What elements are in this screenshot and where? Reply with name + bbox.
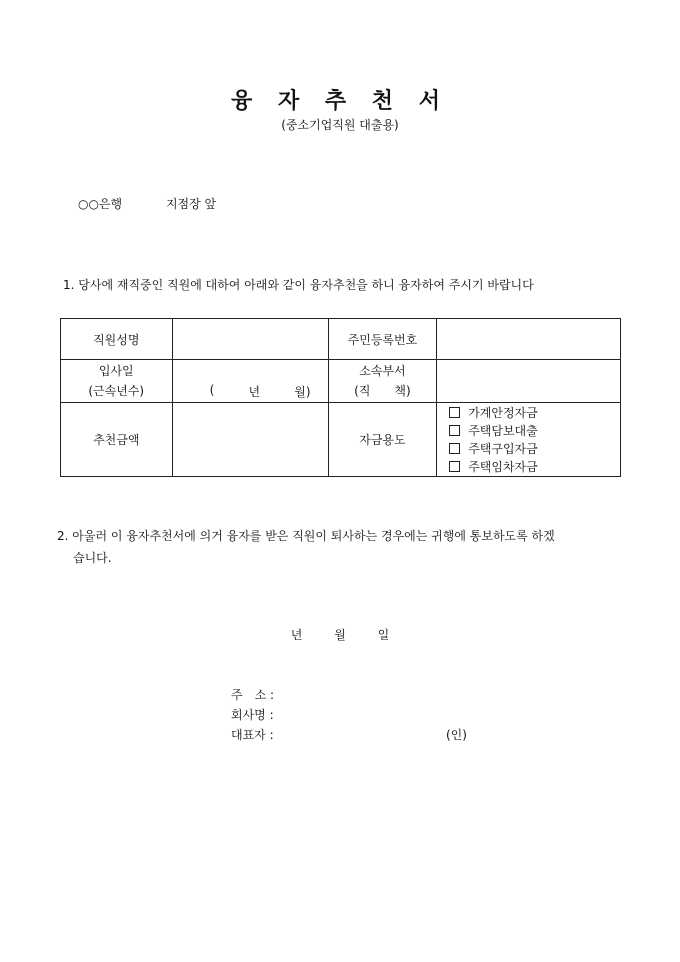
table-row (61, 360, 621, 403)
recommended-amount-field[interactable] (172, 403, 328, 477)
period-year: 년 (248, 384, 261, 399)
department-label-line2: (직 책) (354, 384, 411, 398)
period-open: ( (209, 382, 215, 397)
document-title: 융 자 추 천 서 (231, 88, 449, 114)
option-label: 주택임차자금 (468, 459, 538, 474)
option-home-lease[interactable] (449, 458, 620, 476)
checkbox[interactable] (449, 461, 460, 472)
branch-manager: 지점장 앞 (165, 197, 217, 211)
department-label (328, 360, 437, 403)
address-label: 주 소 : (231, 688, 275, 702)
option-home-purchase[interactable] (449, 440, 620, 458)
tenure-period (173, 383, 328, 400)
paragraph-2 (57, 525, 627, 569)
date-month: 월 (334, 628, 346, 642)
checkbox[interactable] (449, 407, 460, 418)
option-mortgage-loan[interactable] (449, 422, 620, 440)
option-label: 주택구입자금 (468, 441, 538, 456)
paragraph-1: 1. 당사에 재직중인 직원에 대하여 아래와 같이 융자추천을 하니 융자하여 주시기 바랍니다 (63, 278, 534, 292)
employee-name-field[interactable] (172, 319, 328, 360)
paragraph-2-line2: 습니다. (73, 551, 112, 565)
department-label-line1: 소속부서 (359, 364, 406, 378)
addressee (78, 195, 216, 212)
option-label: 가계안정자금 (468, 405, 538, 420)
department-field[interactable] (437, 360, 621, 403)
checkbox[interactable] (449, 443, 460, 454)
table-row (61, 319, 621, 360)
recommendation-table (60, 318, 621, 477)
recommended-amount-label: 추천금액 (61, 403, 173, 477)
date-day: 일 (377, 628, 390, 642)
date-year: 년 (290, 628, 303, 642)
fund-purpose-label: 자금용도 (328, 403, 437, 477)
fund-purpose-options (437, 403, 621, 477)
hire-date-field[interactable] (172, 360, 328, 403)
hire-date-label-line2: (근속년수) (88, 384, 145, 398)
table-row (61, 403, 621, 477)
resident-number-label: 주민등록번호 (328, 319, 437, 360)
bank-name: ○○은행 (78, 197, 123, 211)
date-line (0, 626, 680, 643)
seal-mark: (인) (446, 728, 467, 742)
resident-number-field[interactable] (437, 319, 621, 360)
option-living-stability[interactable] (449, 404, 620, 422)
company-label: 회사명 : (231, 708, 274, 722)
paragraph-2-line1: 2. 아울러 이 융자추천서에 의거 융자를 받은 직원이 퇴사하는 경우에는 귀행에 통보하도록 하겠 (57, 529, 555, 543)
hire-date-label-line1: 입사일 (98, 364, 134, 378)
employee-name-label: 직원성명 (61, 319, 173, 360)
period-month: 월) (294, 384, 311, 399)
document-subtitle: (중소기업직원 대출용) (281, 118, 399, 132)
representative-label: 대표자 : (231, 728, 274, 742)
checkbox[interactable] (449, 425, 460, 436)
option-label: 주택담보대출 (468, 423, 538, 438)
hire-date-label (61, 360, 173, 403)
